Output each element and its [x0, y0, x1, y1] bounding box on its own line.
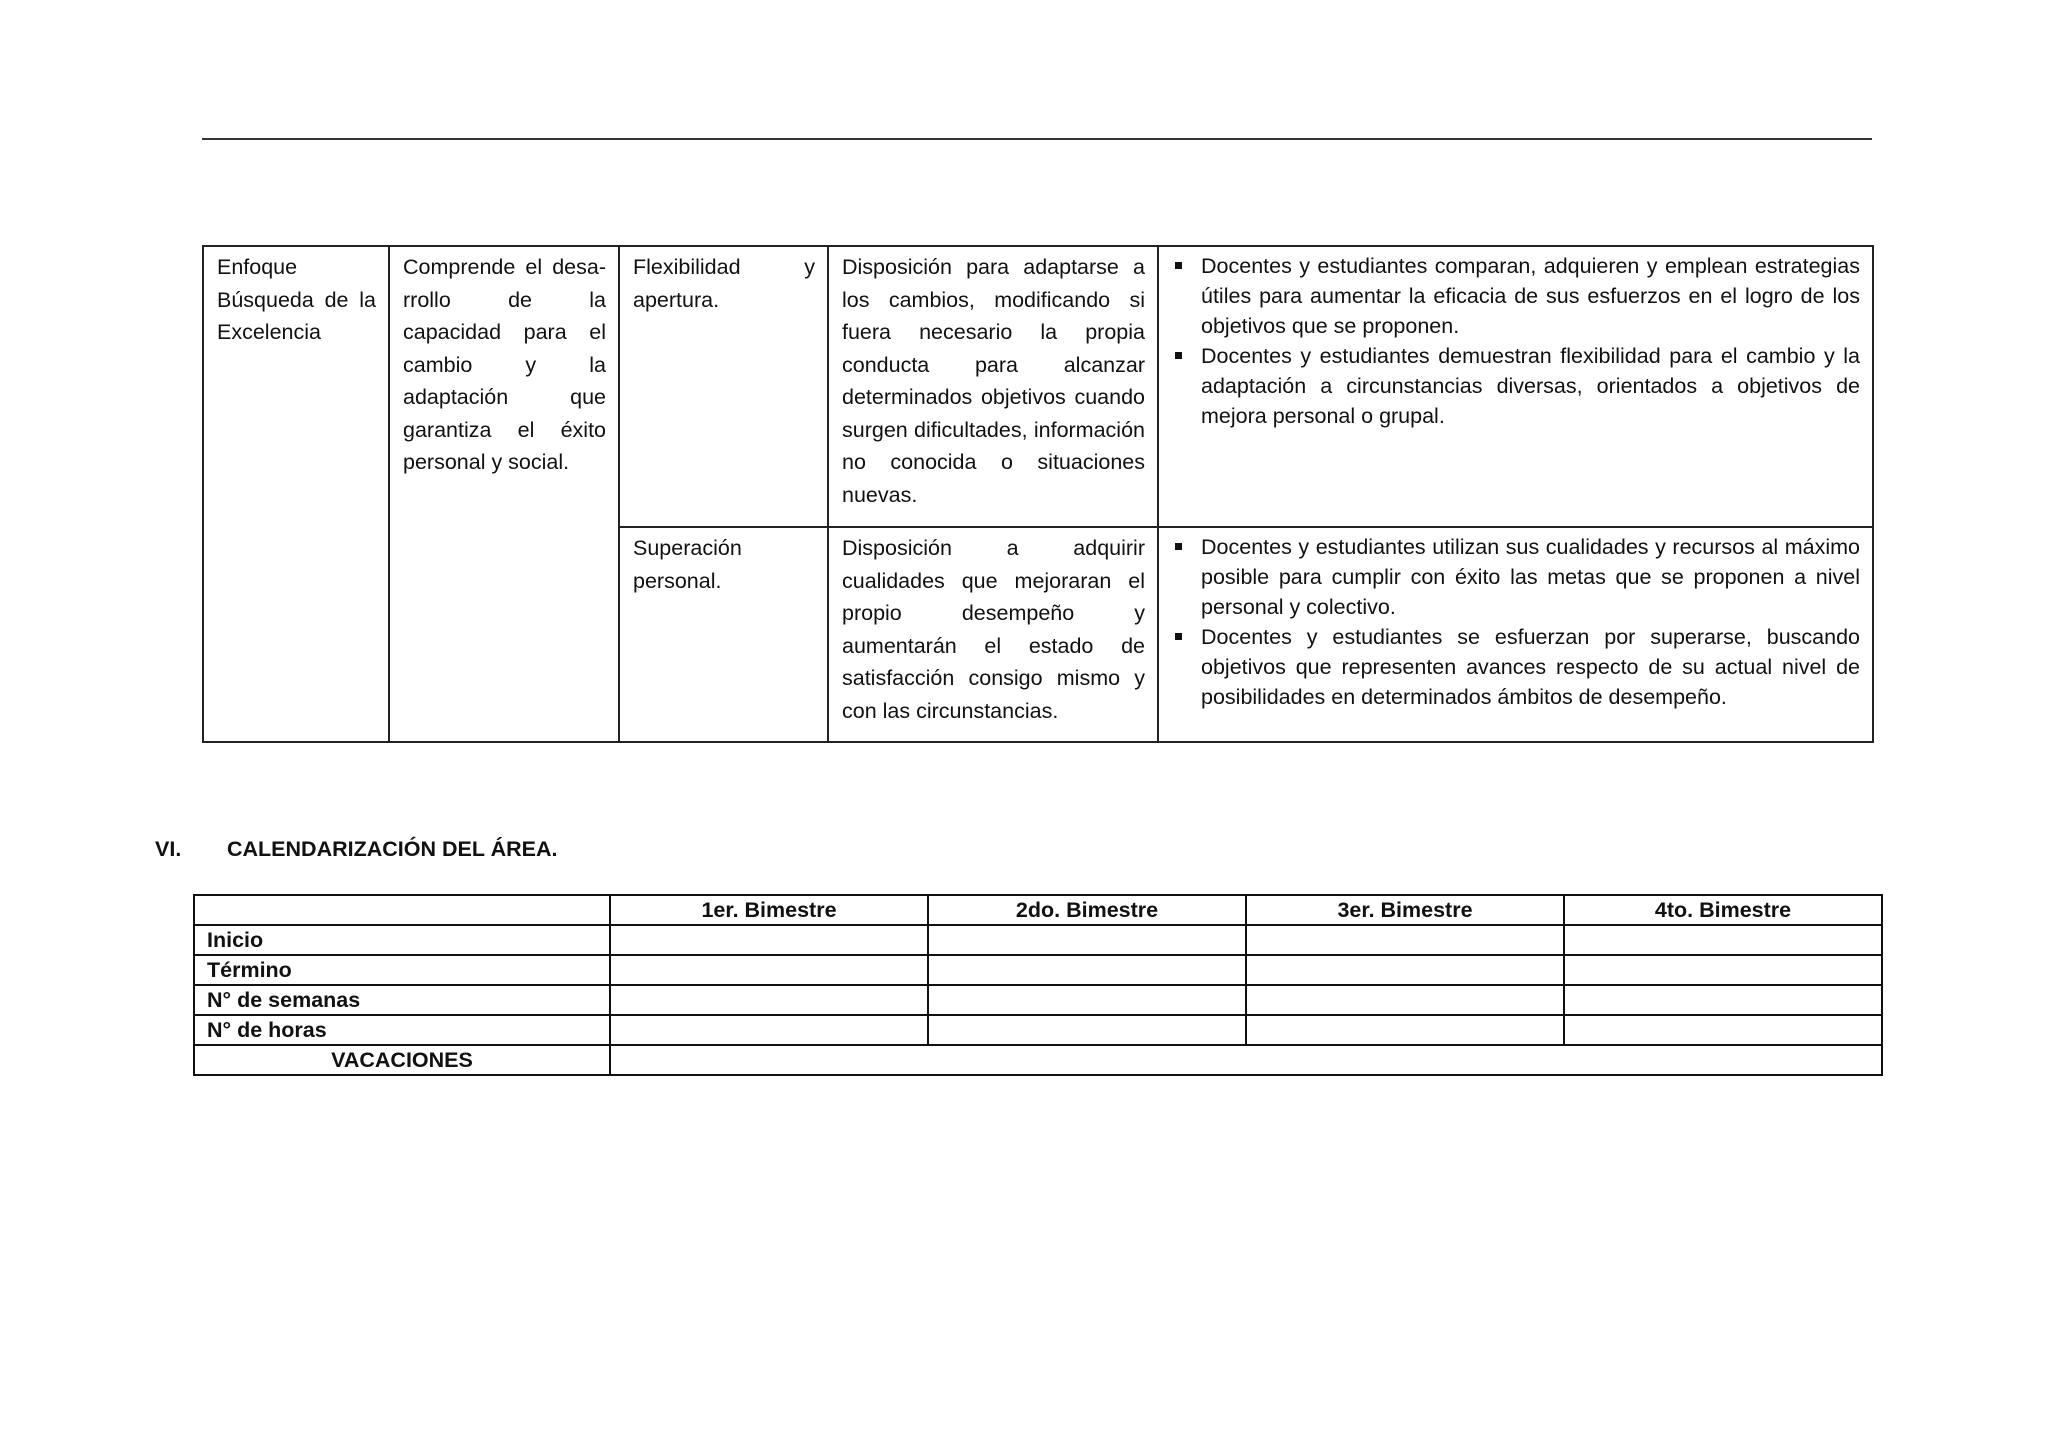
enfoque-name-cell	[203, 246, 389, 742]
square-bullet-icon	[1175, 262, 1182, 269]
vacaciones-cell	[610, 1045, 1882, 1075]
enfoque-name: Enfoque Búsqueda de la Excelencia	[217, 255, 376, 344]
calendar-header-4: 4to. Bimestre	[1564, 895, 1882, 925]
calendar-header-1: 1er. Bimestre	[610, 895, 928, 925]
acciones-cell	[1158, 246, 1873, 527]
calendar-cell	[1564, 1015, 1882, 1045]
table-row	[194, 955, 1882, 985]
header-rule	[202, 138, 1872, 140]
acciones-list	[1171, 251, 1860, 431]
acciones-list	[1171, 532, 1860, 712]
calendar-cell	[1246, 925, 1564, 955]
square-bullet-icon	[1175, 633, 1182, 640]
section-title: CALENDARIZACIÓN DEL ÁREA.	[227, 837, 558, 861]
calendar-cell	[610, 955, 928, 985]
vacaciones-label: VACACIONES	[194, 1045, 610, 1075]
calendar-row-label: N° de semanas	[194, 985, 610, 1015]
list-item: Docentes y estudiantes comparan, adquieren y emplean estrategias útiles para aumentar la eficacia de sus esfuerzos en el logro de los objetivos que se proponen.	[1171, 251, 1860, 341]
valor-cell	[619, 527, 828, 742]
calendar-cell	[1246, 1015, 1564, 1045]
table-row	[203, 246, 1873, 527]
calendar-cell	[610, 925, 928, 955]
calendar-cell	[928, 985, 1246, 1015]
valor-text: Superación personal.	[633, 536, 742, 593]
square-bullet-icon	[1175, 543, 1182, 550]
table-row	[194, 925, 1882, 955]
calendar-cell	[610, 1015, 928, 1045]
actitud-text: Disposición para adaptarse a los cambios, modificando si fuera necesario la propia conducta para alcanzar determinados objetivos cuando surgen dificultades, información no conocida o situaciones nuevas.	[842, 255, 1145, 507]
calendar-row-label: Término	[194, 955, 610, 985]
calendar-cell	[1564, 925, 1882, 955]
calendar-header-3: 3er. Bimestre	[1246, 895, 1564, 925]
enfoque-description: Comprende el desa-rrollo de la capacidad para el cambio y la adaptación que garantiza el éxito personal y social.	[403, 255, 606, 474]
table-row	[194, 1015, 1882, 1045]
calendar-table	[193, 894, 1883, 1076]
calendar-header-row	[194, 895, 1882, 925]
calendar-cell	[610, 985, 928, 1015]
calendar-cell	[1564, 955, 1882, 985]
list-item: Docentes y estudiantes se esfuerzan por superarse, buscando objetivos que representen avances respecto de su actual nivel de posibilidades en determinados ámbitos de desempeño.	[1171, 622, 1860, 712]
list-item: Docentes y estudiantes utilizan sus cualidades y recursos al máximo posible para cumplir con éxito las metas que se proponen a nivel personal y colectivo.	[1171, 532, 1860, 622]
square-bullet-icon	[1175, 352, 1182, 359]
calendar-cell	[928, 925, 1246, 955]
section-heading	[155, 834, 557, 864]
calendar-corner-cell	[194, 895, 610, 925]
list-item: Docentes y estudiantes demuestran flexibilidad para el cambio y la adaptación a circunstancias diversas, orientados a objetivos de mejora personal o grupal.	[1171, 341, 1860, 431]
table-row	[194, 1045, 1882, 1075]
calendar-cell	[1246, 985, 1564, 1015]
calendar-row-label: N° de horas	[194, 1015, 610, 1045]
actitud-text: Disposición a adquirir cualidades que mejoraran el propio desempeño y aumentarán el estado de satisfacción consigo mismo y con las circunstancias.	[842, 536, 1145, 723]
valor-text: Flexibilidad y apertura.	[633, 255, 815, 312]
actitud-cell	[828, 246, 1158, 527]
calendar-cell	[928, 1015, 1246, 1045]
calendar-row-label: Inicio	[194, 925, 610, 955]
enfoque-description-cell	[389, 246, 619, 742]
calendar-cell	[1246, 955, 1564, 985]
acciones-cell	[1158, 527, 1873, 742]
table-row	[194, 985, 1882, 1015]
calendar-cell	[928, 955, 1246, 985]
calendar-cell	[1564, 985, 1882, 1015]
section-number: VI.	[155, 837, 182, 861]
calendar-header-2: 2do. Bimestre	[928, 895, 1246, 925]
actitud-cell	[828, 527, 1158, 742]
valor-cell	[619, 246, 828, 527]
enfoque-table	[202, 245, 1874, 743]
